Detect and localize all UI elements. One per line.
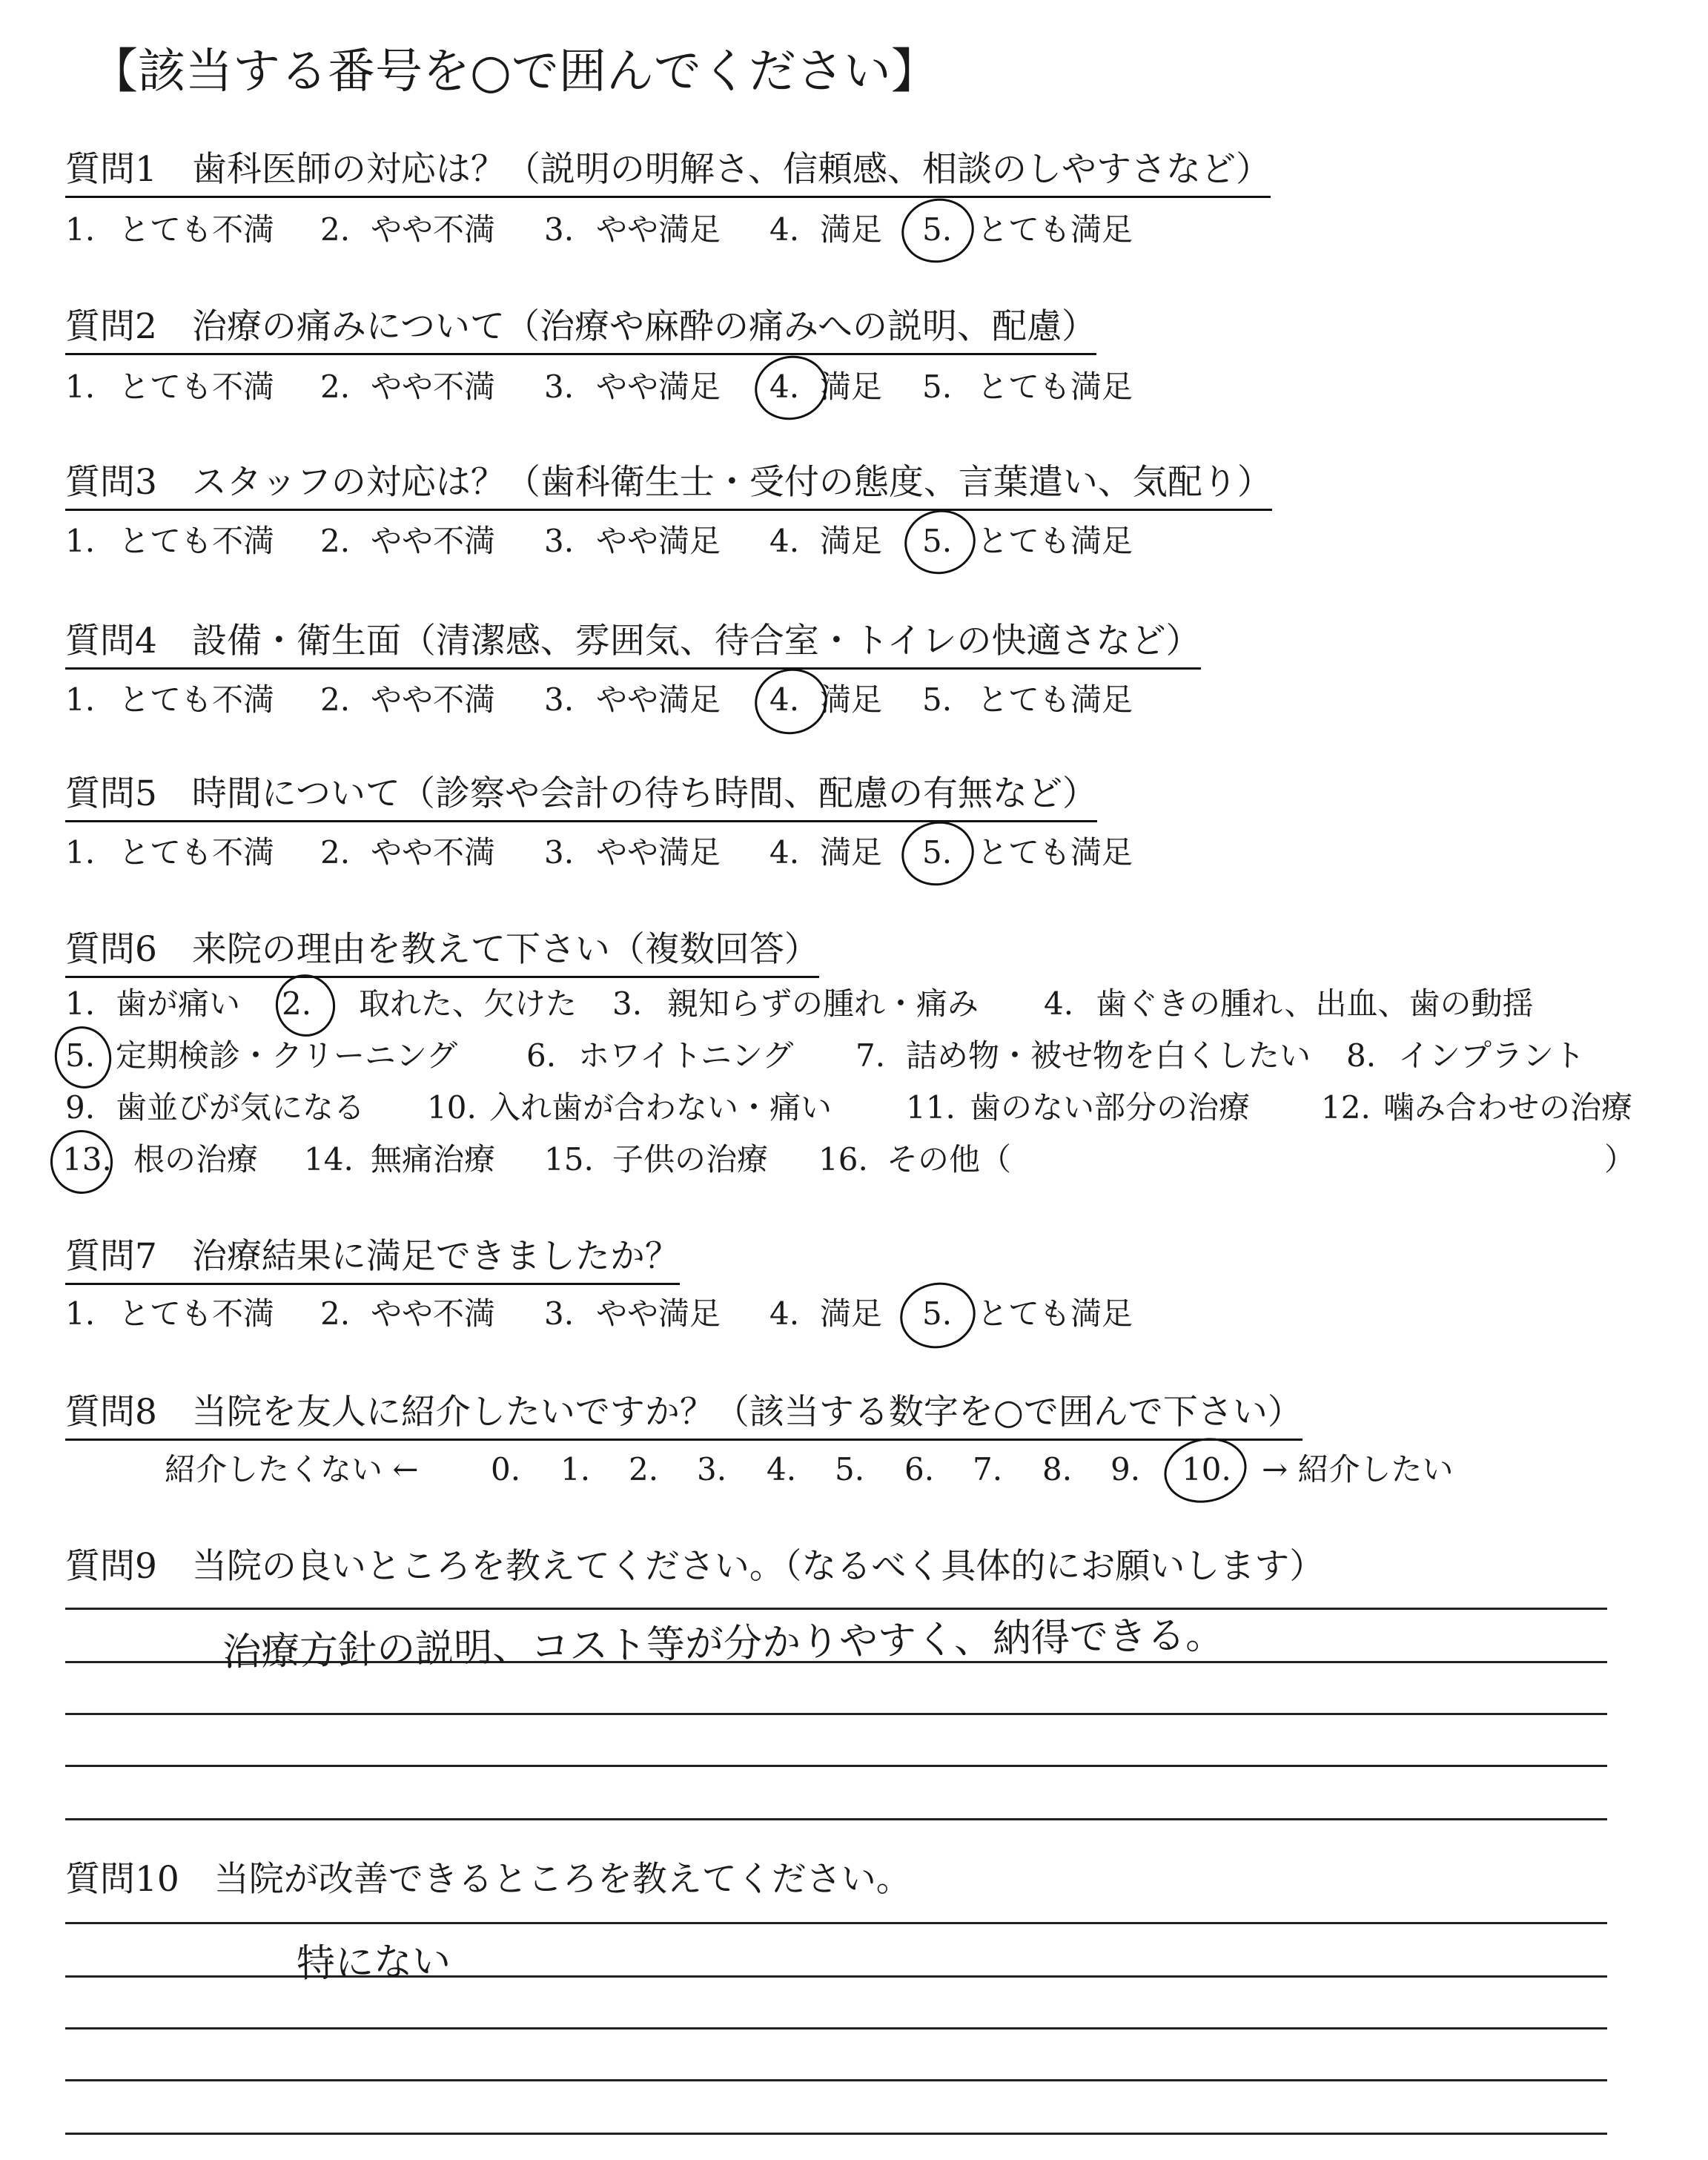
q9-answer-line-4[interactable]	[65, 1765, 1607, 1767]
q1-num-1[interactable]: 1.	[65, 211, 96, 248]
q4-num-5[interactable]: 5.	[922, 681, 953, 718]
q8-scale-0[interactable]: 0.	[491, 1451, 521, 1487]
q6-label-3: 親知らずの腫れ・痛み	[667, 985, 979, 1022]
q4-label-2: やや不満	[371, 681, 496, 718]
q3-label-3: やや満足	[596, 523, 721, 559]
q3-num-1[interactable]: 1.	[65, 523, 96, 559]
q2-num-1[interactable]: 1.	[65, 369, 96, 405]
q6-label-10: 入れ歯が合わない・痛い	[489, 1089, 833, 1126]
q6-selected-circle-13	[44, 1124, 119, 1200]
q8-scale-4[interactable]: 4.	[767, 1451, 797, 1487]
q2-label-5: とても満足	[977, 369, 1133, 405]
q5-num-1[interactable]: 1.	[65, 834, 96, 871]
q5-num-4[interactable]: 4.	[769, 834, 800, 871]
q6-selected-circle-5	[49, 1021, 117, 1094]
q6-num-1[interactable]: 1.	[65, 985, 96, 1022]
q3-num-2[interactable]: 2.	[320, 523, 351, 559]
q7-label-3: やや満足	[596, 1295, 721, 1332]
q8-scale-10[interactable]: 10.	[1182, 1451, 1231, 1487]
q2-title: 質問2 治療の痛みについて（治療や麻酔の痛みへの説明、配慮）	[65, 304, 1096, 355]
q6-num-2[interactable]: 2.	[282, 985, 312, 1022]
q5-label-5: とても満足	[977, 834, 1133, 871]
q9-answer-line-3[interactable]	[65, 1713, 1607, 1715]
q8-scale-2[interactable]: 2.	[629, 1451, 659, 1487]
q6-label-2: 取れた、欠けた	[359, 985, 577, 1022]
q2-label-4: 満足	[820, 369, 883, 405]
q3-selected-circle	[898, 503, 982, 581]
q5-num-3[interactable]: 3.	[544, 834, 575, 871]
q2-num-3[interactable]: 3.	[544, 369, 575, 405]
q7-label-4: 満足	[820, 1295, 883, 1332]
q6-other-close: ）	[1604, 1141, 1636, 1178]
q4-label-1: とても不満	[119, 681, 275, 718]
q7-num-4[interactable]: 4.	[769, 1295, 800, 1332]
q6-num-14[interactable]: 14.	[304, 1141, 354, 1178]
q6-num-10[interactable]: 10.	[427, 1089, 477, 1126]
q1-num-2[interactable]: 2.	[320, 211, 351, 248]
q4-title: 質問4 設備・衛生面（清潔感、雰囲気、待合室・トイレの快適さなど）	[65, 618, 1201, 670]
q6-label-1: 歯が痛い	[116, 985, 241, 1022]
q5-num-2[interactable]: 2.	[320, 834, 351, 871]
q6-title: 質問6 来院の理由を教えて下さい（複数回答）	[65, 927, 819, 978]
q5-label-2: やや不満	[371, 834, 496, 871]
q3-num-4[interactable]: 4.	[769, 523, 800, 559]
q6-label-15: 子供の治療	[612, 1141, 769, 1178]
q5-title: 質問5 時間について（診察や会計の待ち時間、配慮の有無など）	[65, 771, 1097, 822]
q3-num-5[interactable]: 5.	[922, 523, 953, 559]
q1-label-1: とても不満	[119, 211, 275, 248]
q8-scale-right: → 紹介したい	[1262, 1451, 1454, 1487]
q6-num-12[interactable]: 12.	[1321, 1089, 1371, 1126]
q6-num-16[interactable]: 16.	[818, 1141, 868, 1178]
q6-label-11: 歯のない部分の治療	[970, 1089, 1251, 1126]
q1-label-2: やや不満	[371, 211, 496, 248]
q6-label-9: 歯並びが気になる	[116, 1089, 365, 1126]
q8-scale-5[interactable]: 5.	[835, 1451, 865, 1487]
q3-title: 質問3 スタッフの対応は？（歯科衛生士・受付の態度、言葉遣い、気配り）	[65, 460, 1272, 511]
q5-num-5[interactable]: 5.	[922, 834, 953, 871]
q5-selected-circle	[896, 815, 980, 892]
q6-label-12: 噛み合わせの治療	[1383, 1089, 1633, 1126]
q7-num-2[interactable]: 2.	[320, 1295, 351, 1332]
q5-label-4: 満足	[820, 834, 883, 871]
q4-num-1[interactable]: 1.	[65, 681, 96, 718]
q7-label-2: やや不満	[371, 1295, 496, 1332]
q2-label-3: やや満足	[596, 369, 721, 405]
q6-num-6[interactable]: 6.	[526, 1037, 557, 1074]
q2-num-2[interactable]: 2.	[320, 369, 351, 405]
q5-label-1: とても不満	[119, 834, 275, 871]
q6-label-14: 無痛治療	[371, 1141, 496, 1178]
q2-num-5[interactable]: 5.	[922, 369, 953, 405]
q4-label-4: 満足	[820, 681, 883, 718]
q1-label-4: 満足	[820, 211, 883, 248]
q4-label-3: やや満足	[596, 681, 721, 718]
q3-label-5: とても満足	[977, 523, 1133, 559]
page-title: 【該当する番号を○で囲んでください】	[90, 44, 939, 99]
q10-answer-line-3[interactable]	[65, 2027, 1607, 2029]
q9-answer-line-5[interactable]	[65, 1818, 1607, 1820]
q3-num-3[interactable]: 3.	[544, 523, 575, 559]
q7-label-5: とても満足	[977, 1295, 1133, 1332]
q6-num-3[interactable]: 3.	[612, 985, 643, 1022]
q7-selected-circle	[894, 1275, 982, 1355]
q7-num-3[interactable]: 3.	[544, 1295, 575, 1332]
q6-num-4[interactable]: 4.	[1044, 985, 1074, 1022]
q10-answer-line-1	[65, 1922, 1607, 1924]
q8-scale-9[interactable]: 9.	[1110, 1451, 1141, 1487]
q6-label-8: インプラント	[1398, 1037, 1586, 1074]
q2-label-2: やや不満	[371, 369, 496, 405]
q6-label-7: 詰め物・被せ物を白くしたい	[906, 1037, 1311, 1074]
q1-selected-circle	[896, 192, 980, 269]
q3-label-1: とても不満	[119, 523, 275, 559]
q8-scale-8[interactable]: 8.	[1042, 1451, 1073, 1487]
q1-label-5: とても満足	[977, 211, 1133, 248]
q10-title: 質問10 当院が改善できるところを教えてください。	[65, 1859, 911, 1900]
q6-label-6: ホワイトニング	[578, 1037, 794, 1074]
q10-answer-line-4[interactable]	[65, 2079, 1607, 2081]
q7-title: 質問7 治療結果に満足できましたか？	[65, 1234, 680, 1285]
q4-label-5: とても満足	[977, 681, 1133, 718]
q6-num-15[interactable]: 15.	[544, 1141, 594, 1178]
q6-num-13[interactable]: 13.	[62, 1141, 112, 1178]
q2-label-1: とても不満	[119, 369, 275, 405]
q3-label-2: やや不満	[371, 523, 496, 559]
q4-num-4[interactable]: 4.	[769, 681, 800, 718]
q9-handwritten-answer: 治療方針の説明、コスト等が分かりやすく、納得できる。	[222, 1613, 1225, 1675]
q8-title: 質問8 当院を友人に紹介したいですか？（該当する数字を○で囲んで下さい）	[65, 1390, 1302, 1441]
q4-selected-circle	[749, 662, 833, 741]
q6-num-11[interactable]: 11.	[906, 1089, 956, 1126]
q6-num-8[interactable]: 8.	[1346, 1037, 1377, 1074]
q3-label-4: 満足	[820, 523, 883, 559]
q6-selected-circle-2	[270, 969, 341, 1043]
q1-num-4[interactable]: 4.	[769, 211, 800, 248]
q7-num-1[interactable]: 1.	[65, 1295, 96, 1332]
q2-num-4[interactable]: 4.	[769, 369, 800, 405]
q6-label-16: その他（	[887, 1141, 1012, 1178]
q1-num-3[interactable]: 3.	[544, 211, 575, 248]
q6-label-5: 定期検診・クリーニング	[116, 1037, 458, 1074]
q10-handwritten-answer: 特にない	[296, 1939, 451, 1986]
q8-scale-3[interactable]: 3.	[697, 1451, 727, 1487]
q9-title: 質問9 当院の良いところを教えてください。（なるべく具体的にお願いします）	[65, 1546, 1325, 1587]
q6-label-13: 根の治療	[133, 1141, 259, 1178]
q1-num-5[interactable]: 5.	[922, 211, 953, 248]
q8-selected-circle	[1158, 1430, 1252, 1510]
q7-label-1: とても不満	[119, 1295, 275, 1332]
q4-num-3[interactable]: 3.	[544, 681, 575, 718]
q7-num-5[interactable]: 5.	[922, 1295, 953, 1332]
q8-scale-6[interactable]: 6.	[904, 1451, 935, 1487]
q6-num-9[interactable]: 9.	[65, 1089, 96, 1126]
q4-num-2[interactable]: 2.	[320, 681, 351, 718]
q6-num-7[interactable]: 7.	[855, 1037, 886, 1074]
q2-selected-circle	[749, 349, 833, 426]
q6-label-4: 歯ぐきの腫れ、出血、歯の動揺	[1096, 985, 1534, 1022]
q10-answer-line-5[interactable]	[65, 2133, 1607, 2135]
q1-label-3: やや満足	[596, 211, 721, 248]
q8-scale-left: 紹介したくない ←	[165, 1451, 419, 1487]
q6-num-5[interactable]: 5.	[65, 1037, 96, 1074]
q8-scale-7[interactable]: 7.	[973, 1451, 1003, 1487]
q1-title: 質問1 歯科医師の対応は？（説明の明解さ、信頼感、相談のしやすさなど）	[65, 147, 1271, 198]
q8-scale-1[interactable]: 1.	[560, 1451, 591, 1487]
q5-label-3: やや満足	[596, 834, 721, 871]
